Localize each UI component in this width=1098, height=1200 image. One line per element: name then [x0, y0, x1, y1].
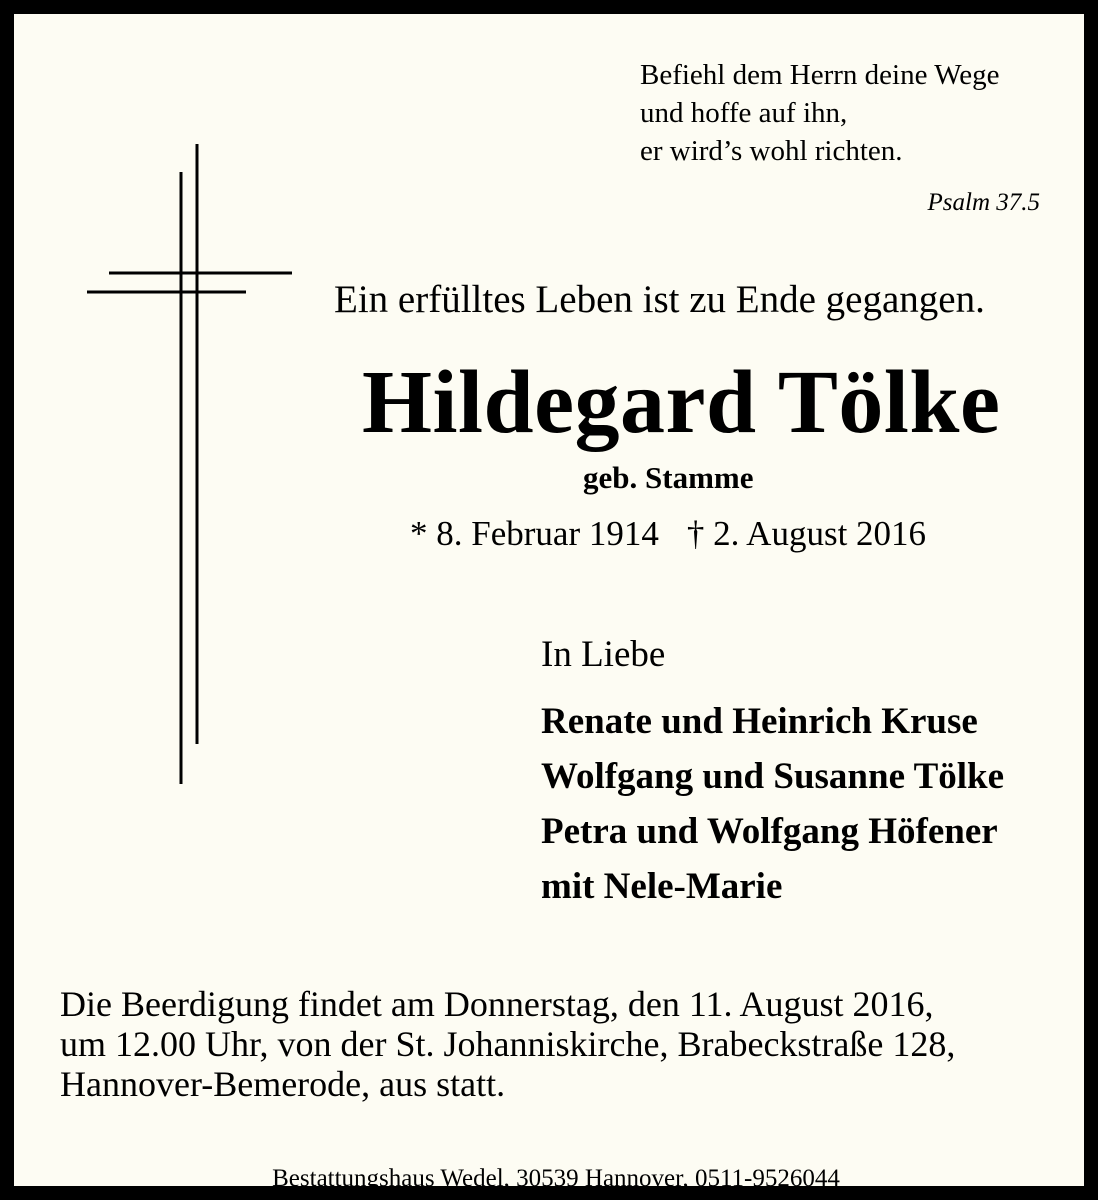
- life-dates: [410, 516, 926, 551]
- mourner-name: Renate und Heinrich Kruse: [541, 701, 978, 742]
- funeral-line: Hannover-Bemerode, aus statt.: [60, 1064, 506, 1104]
- death-date: † 2. August 2016: [686, 514, 927, 553]
- double-line-cross-icon: [74, 134, 304, 794]
- psalm-line: Befiehl dem Herrn deine Wege: [640, 59, 1000, 91]
- mourner-name: Wolfgang und Susanne Tölke: [541, 756, 1005, 797]
- mourners-list: [541, 694, 1004, 914]
- psalm-reference: Psalm 37.5: [927, 189, 1040, 216]
- funeral-home-footer: [14, 1166, 1098, 1191]
- birth-date: * 8. Februar 1914: [410, 514, 659, 553]
- mourner-name: mit Nele-Marie: [541, 866, 783, 907]
- funeral-home-contact: Bestattungshaus Wedel, 30539 Hannover, 0511-9526044: [272, 1165, 840, 1192]
- maiden-name: geb. Stamme: [583, 460, 754, 495]
- funeral-line: Die Beerdigung findet am Donnerstag, den 11. August 2016,: [60, 984, 934, 1024]
- psalm-line: und hoffe auf ihn,: [640, 97, 848, 129]
- mourners-intro: In Liebe: [541, 634, 666, 675]
- psalm-verse: [640, 56, 999, 170]
- funeral-announcement: [60, 984, 955, 1104]
- intro-sentence: Ein erfülltes Leben ist zu Ende gegangen.: [334, 278, 985, 321]
- mourner-name: Petra und Wolfgang Höfener: [541, 811, 998, 852]
- deceased-name: Hildegard Tölke: [362, 353, 1001, 452]
- psalm-line: er wird’s wohl richten.: [640, 135, 903, 167]
- funeral-line: um 12.00 Uhr, von der St. Johanniskirche, Brabeckstraße 128,: [60, 1024, 956, 1064]
